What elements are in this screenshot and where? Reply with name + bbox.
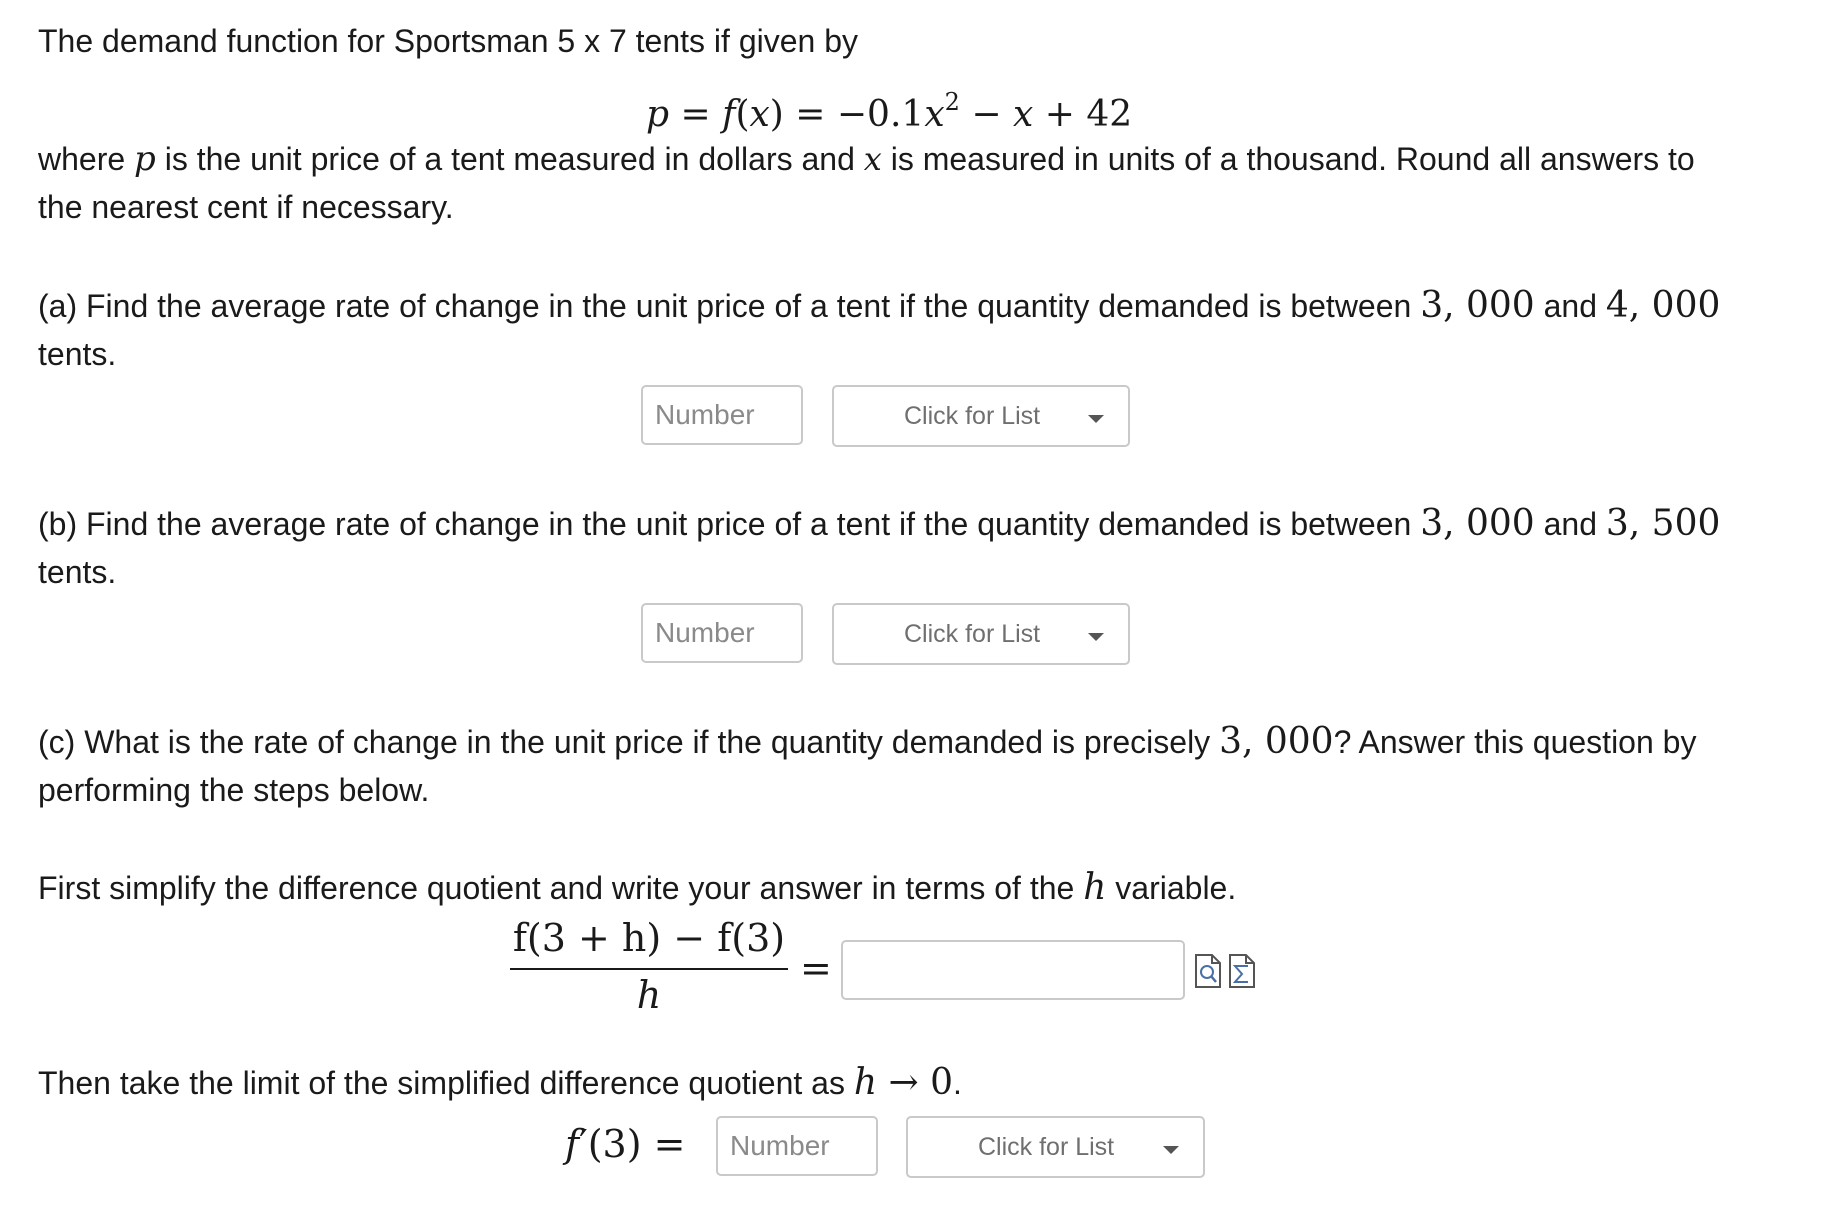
fraction-numerator: f(3 + h) − f(3) [512, 916, 786, 960]
part-a-num2: 4, 000 [1605, 285, 1721, 326]
step-1-instruction [38, 864, 1236, 912]
part-c-question [38, 718, 1696, 766]
intro-line-1: The demand function for Sportsman 5 x 7 tents if given by [38, 23, 858, 59]
part-c-line-2: performing the steps below. [38, 772, 430, 808]
var-h: h [1083, 867, 1107, 908]
intro-line-3: the nearest cent if necessary. [38, 189, 454, 225]
part-b-question [38, 500, 1720, 548]
formula-plus42: + 42 [1033, 94, 1133, 135]
formula-x2: x [924, 94, 945, 135]
step-1-text-b: variable. [1106, 870, 1237, 906]
chevron-down-icon [1088, 633, 1104, 641]
formula-x3: x [1012, 94, 1034, 135]
formula-p: p [646, 94, 670, 135]
part-b-units-dropdown[interactable] [832, 603, 1130, 665]
part-a-units-dropdown[interactable] [832, 385, 1130, 447]
part-b-text: (b) Find the average rate of change in the unit price of a tent if the quantity demanded is between [38, 506, 1421, 542]
sigma-document-icon[interactable] [1228, 953, 1256, 989]
step-2-end: . [953, 1065, 962, 1101]
dropdown-label: Click for List [904, 620, 1041, 648]
part-a-line-2: tents. [38, 336, 117, 372]
intro-line-2 [38, 135, 1695, 183]
part-b-num2: 3, 500 [1605, 503, 1721, 544]
formula-eq2: = −0.1 [783, 94, 925, 135]
part-a-and: and [1534, 288, 1606, 324]
derivative-number-input[interactable]: Number [716, 1116, 878, 1176]
chevron-down-icon [1088, 415, 1104, 423]
difference-quotient-input[interactable] [841, 940, 1185, 1000]
step-2-h: h [853, 1062, 878, 1103]
var-p: p [134, 139, 156, 179]
dropdown-label: Click for List [904, 402, 1041, 430]
step-2-text-a: Then take the limit of the simplified difference quotient as [38, 1065, 854, 1101]
part-c-text-b: ? Answer this question by [1333, 724, 1697, 760]
formula-eq1: = [669, 94, 723, 135]
formula-minus: − [959, 94, 1013, 135]
part-b-and: and [1534, 506, 1606, 542]
part-a-text: (a) Find the average rate of change in the unit price of a tent if the quantity demanded is between [38, 288, 1421, 324]
preview-document-icon[interactable] [1194, 953, 1222, 989]
derivative-rest: ′(3) = [579, 1122, 686, 1166]
part-c-num: 3, 000 [1219, 721, 1334, 762]
fraction-denominator: h [636, 973, 662, 1017]
formula-exponent: 2 [944, 88, 960, 116]
part-a-question [38, 282, 1720, 330]
derivative-f: f [565, 1122, 580, 1166]
step-2-limit: → 0 [877, 1062, 954, 1103]
formula-open: ( [735, 94, 750, 135]
formula-close: ) [769, 94, 784, 135]
intro-line-2-b: is the unit price of a tent measured in dollars and [155, 141, 864, 177]
derivative-units-dropdown[interactable] [906, 1116, 1205, 1178]
intro-line-2-a: where [38, 141, 135, 177]
chevron-down-icon [1163, 1146, 1179, 1154]
part-c-text-a: (c) What is the rate of change in the unit price if the quantity demanded is precisely [38, 724, 1220, 760]
part-a-num1: 3, 000 [1420, 285, 1535, 326]
part-a-number-input[interactable]: Number [641, 385, 803, 445]
equals-sign: = [800, 946, 832, 990]
var-x: x [863, 140, 882, 178]
formula-x: x [749, 94, 770, 135]
part-b-number-input[interactable]: Number [641, 603, 803, 663]
part-b-line-2: tents. [38, 554, 117, 590]
derivative-label [565, 1120, 685, 1169]
demand-formula [646, 78, 1132, 139]
step-2-instruction [38, 1059, 962, 1107]
step-1-text-a: First simplify the difference quotient and write your answer in terms of the [38, 870, 1084, 906]
part-b-num1: 3, 000 [1420, 503, 1535, 544]
dropdown-label: Click for List [978, 1133, 1115, 1161]
formula-f: f [722, 94, 736, 135]
intro-line-2-c: is measured in units of a thousand. Round all answers to [881, 141, 1695, 177]
